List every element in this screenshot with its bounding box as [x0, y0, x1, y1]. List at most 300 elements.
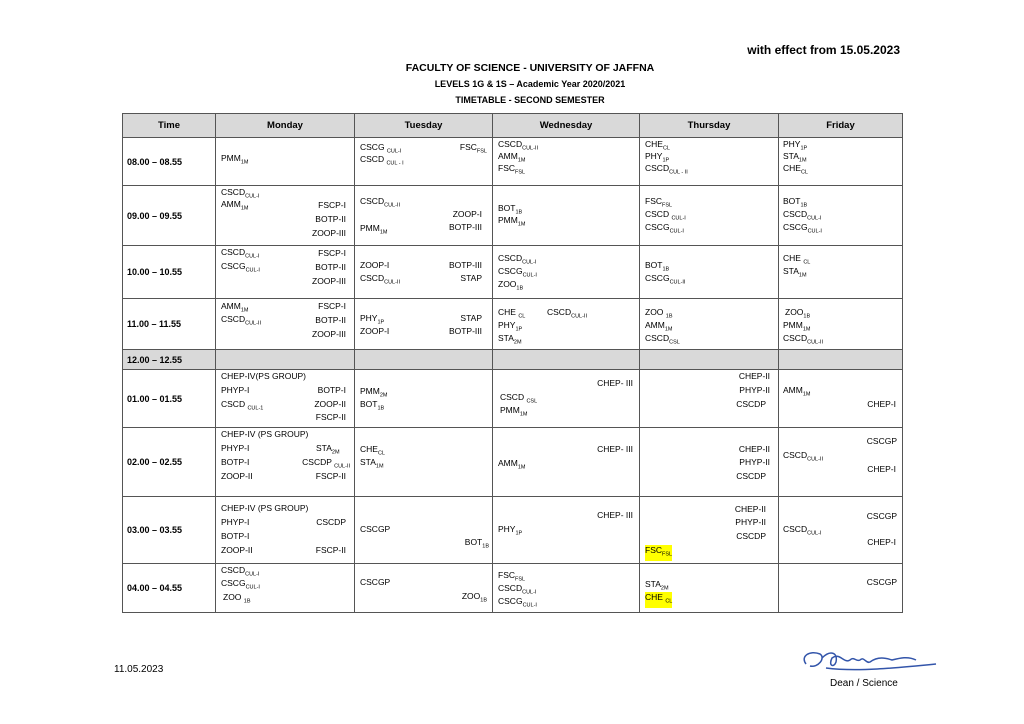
course-group: CL: [662, 145, 670, 152]
course-group: FSL: [515, 169, 526, 176]
cell-friday: [779, 370, 903, 428]
course-name: PHYP-I: [221, 443, 250, 453]
course-code: [360, 326, 389, 337]
cell-wednesday: [493, 370, 640, 428]
course-code: [597, 444, 633, 455]
course-code: [221, 371, 306, 382]
course-code: [314, 399, 346, 410]
course-group: CUL-II: [669, 279, 686, 286]
course-name: CSCGP: [360, 524, 391, 534]
course-group: FSL: [662, 202, 673, 209]
cell-monday: [216, 564, 355, 613]
course-code: [783, 222, 822, 238]
course-name: CHE: [498, 307, 519, 317]
course-name: CHE: [645, 592, 666, 602]
course-name: STA: [645, 579, 661, 589]
course-group: CL: [377, 450, 385, 457]
course-name: AMM: [783, 385, 803, 395]
timetable-row: [123, 564, 903, 613]
course-name: STAP: [460, 273, 482, 283]
course-code: [783, 385, 810, 401]
course-name: ZOOP-II: [221, 471, 253, 481]
course-name: CHE: [783, 163, 801, 173]
course-name: BOT: [783, 196, 801, 206]
course-code: [221, 385, 249, 396]
time-slot: 12.00 – 12.55: [123, 350, 216, 370]
course-group: CUL-II: [807, 339, 823, 346]
course-group: 1M: [664, 326, 673, 333]
course-name: STA: [360, 457, 376, 467]
course-name: PMM: [360, 223, 380, 233]
col-wednesday: Wednesday: [493, 114, 640, 138]
course-group: CUL-I: [522, 259, 537, 266]
course-name: ZOOP-III: [312, 276, 346, 286]
course-name: PMM: [221, 153, 241, 163]
course-group: 1B: [516, 285, 524, 292]
course-code: [498, 279, 523, 295]
course-group: 1B: [515, 209, 523, 216]
course-name: AMM: [221, 301, 241, 311]
cell-wednesday: [493, 564, 640, 613]
course-code: [318, 248, 346, 259]
course-name: BOTP-II: [315, 315, 346, 325]
course-code: [318, 385, 346, 396]
course-code: [316, 412, 346, 423]
course-name: CSCD: [360, 196, 385, 206]
course-name: FSC: [498, 163, 515, 173]
course-name: BOT: [498, 203, 516, 213]
col-monday: Monday: [216, 114, 355, 138]
course-code: [221, 503, 308, 514]
course-name: ZOOP-III: [312, 329, 346, 339]
course-code: [453, 209, 482, 220]
dean-signature: [796, 646, 956, 676]
course-name: CSCD: [221, 314, 246, 324]
course-code: [360, 457, 384, 473]
course-name: ZOO: [223, 592, 244, 602]
course-code: [498, 163, 525, 179]
header-row: [123, 114, 903, 138]
course-name: CSCD: [783, 450, 808, 460]
course-name: AMM: [221, 199, 241, 209]
issue-date: 11.05.2023: [114, 664, 164, 675]
course-name: FSCP-II: [315, 545, 346, 555]
course-group: 1B: [803, 313, 811, 320]
cell-thursday: [640, 246, 779, 299]
course-name: CHEP-I: [867, 464, 896, 474]
course-name: FSC: [645, 545, 662, 555]
course-code: [462, 591, 487, 607]
course-group: CUL-II: [807, 456, 823, 463]
cell-friday: [779, 497, 903, 564]
course-group: 1M: [240, 205, 249, 212]
cell-tuesday: [355, 497, 493, 564]
time-slot: 10.00 – 10.55: [123, 246, 216, 299]
cell-monday: [216, 138, 355, 186]
cell-wednesday: [493, 138, 640, 186]
timetable-row: [123, 370, 903, 428]
faculty-title: FACULTY OF SCIENCE - UNIVERSITY OF JAFFNA: [405, 62, 655, 74]
course-code: [547, 307, 587, 323]
course-group: FSL: [515, 576, 526, 583]
cell-tuesday: [355, 564, 493, 613]
course-code: [315, 315, 346, 326]
course-group: 2M: [513, 339, 522, 346]
cell-thursday: [640, 428, 779, 497]
col-time: Time: [123, 114, 216, 138]
course-group: 1M: [240, 159, 249, 166]
course-code: [645, 222, 684, 238]
col-tuesday: Tuesday: [355, 114, 493, 138]
course-name: CSCG: [783, 222, 808, 232]
cell-tuesday: [355, 138, 493, 186]
course-name: CHE: [783, 253, 804, 263]
course-name: FSC: [498, 570, 515, 580]
course-name: AMM: [498, 151, 518, 161]
course-code: [465, 537, 489, 553]
course-group: 1P: [515, 326, 523, 333]
course-group: 1M: [519, 411, 528, 418]
cell-tuesday: [355, 428, 493, 497]
course-code: [315, 214, 346, 225]
course-code: [783, 524, 821, 540]
course-code: [645, 545, 672, 561]
course-code: [221, 443, 249, 454]
course-name: ZOOP-II: [221, 545, 253, 555]
course-name: PMM: [500, 405, 520, 415]
course-group: CUL-I: [807, 215, 822, 222]
course-group: CUL-II: [334, 463, 350, 470]
time-slot: 01.00 – 01.55: [123, 370, 216, 428]
course-name: ZOOP-I: [360, 260, 390, 270]
cell-friday: [779, 428, 903, 497]
timetable: [122, 113, 903, 613]
course-name: CHEP-IV (PS GROUP): [221, 503, 309, 513]
course-code: [360, 196, 400, 212]
levels-subtitle: LEVELS 1G & 1S – Academic Year 2020/2021: [434, 79, 626, 89]
course-code: [867, 511, 897, 522]
course-group: CUL-I: [669, 228, 684, 235]
course-name: PHYP-II: [735, 517, 766, 527]
course-code: [221, 153, 248, 169]
course-name: ZOOP-III: [312, 228, 346, 238]
course-group: CUL-II: [245, 320, 261, 327]
course-code: [460, 273, 482, 284]
course-group: CUL-I: [386, 148, 402, 155]
course-code: [597, 510, 633, 521]
course-group: 1P: [800, 145, 808, 152]
course-name: CSCG: [221, 578, 246, 588]
course-group: 2M: [379, 392, 388, 399]
course-name: STA: [316, 443, 332, 453]
course-name: PHYP-I: [221, 517, 250, 527]
course-code: [498, 524, 522, 540]
course-name: STA: [498, 333, 514, 343]
course-name: BOT: [464, 537, 483, 547]
course-group: CUL-I: [245, 193, 260, 200]
course-name: BOTP-I: [317, 385, 346, 395]
time-slot: 02.00 – 02.55: [123, 428, 216, 497]
course-group: 1B: [243, 598, 251, 605]
course-name: CHEP-I: [867, 399, 896, 409]
course-name: CSCD: [221, 399, 248, 409]
course-code: [449, 326, 482, 337]
course-name: PHY: [498, 524, 516, 534]
course-name: CSCGP: [866, 577, 897, 587]
course-code: [221, 457, 249, 468]
course-group: CUL-I: [245, 584, 260, 591]
course-name: ZOOP-I: [360, 326, 390, 336]
course-code: [498, 596, 537, 612]
course-group: CUL-I: [522, 589, 537, 596]
course-name: CSCD: [645, 209, 672, 219]
timetable-row: [123, 246, 903, 299]
course-name: CSCGP: [866, 436, 897, 446]
course-code: [360, 260, 389, 271]
course-name: PHYP-II: [739, 385, 770, 395]
course-name: CSCG: [645, 273, 670, 283]
cell-monday: [216, 370, 355, 428]
course-group: CSL: [526, 398, 538, 405]
cell-monday: [216, 428, 355, 497]
course-code: [360, 399, 384, 415]
timetable-row: [123, 186, 903, 246]
course-code: [735, 517, 766, 528]
course-group: 1M: [375, 463, 384, 470]
course-name: PHYP-II: [739, 457, 770, 467]
course-code: [597, 378, 633, 389]
course-name: BOT: [360, 399, 378, 409]
course-name: STA: [783, 266, 799, 276]
course-name: BOTP-II: [315, 262, 346, 272]
cell-thursday: [640, 350, 779, 370]
course-name: CSCD: [645, 163, 670, 173]
course-name: BOTP-II: [315, 214, 346, 224]
course-code: [316, 517, 346, 528]
course-group: CUL - II: [669, 169, 688, 176]
cell-wednesday: [493, 299, 640, 350]
course-name: CSCDP: [302, 457, 335, 467]
course-code: [449, 260, 482, 271]
course-group: CUL-II: [384, 202, 400, 209]
time-slot: 03.00 – 03.55: [123, 497, 216, 564]
course-name: AMM: [645, 320, 665, 330]
course-code: [221, 314, 261, 330]
timetable-row: [123, 350, 903, 370]
course-group: 1M: [802, 391, 811, 398]
course-name: CHEP-IV (PS GROUP): [221, 429, 309, 439]
course-name: CSCD: [783, 333, 808, 343]
course-name: CHEP- III: [597, 510, 633, 520]
course-code: [221, 545, 253, 556]
dean-label: Dean / Science: [830, 678, 898, 689]
course-group: 1B: [662, 266, 670, 273]
course-code: [221, 261, 260, 277]
course-name: CHEP- III: [597, 444, 633, 454]
course-code: [221, 517, 249, 528]
course-group: CUL-I: [245, 571, 260, 578]
cell-wednesday: [493, 246, 640, 299]
course-name: PHY: [498, 320, 516, 330]
course-name: BOTP-III: [448, 260, 482, 270]
course-name: CSCD: [360, 154, 387, 164]
course-code: [783, 333, 823, 349]
course-code: [360, 577, 390, 588]
course-code: [867, 399, 896, 410]
course-code: [316, 471, 346, 482]
course-group: 1B: [482, 543, 489, 550]
course-group: 1B: [665, 313, 673, 320]
course-name: CHEP- III: [597, 378, 633, 388]
course-name: CSCG: [360, 142, 387, 152]
course-name: CSCD: [500, 392, 527, 402]
course-code: [221, 531, 249, 542]
course-group: CUL-I: [807, 530, 822, 537]
course-name: BOTP-III: [448, 222, 482, 232]
course-name: PHY: [360, 313, 378, 323]
cell-friday: [779, 138, 903, 186]
course-group: CUL-II: [384, 279, 400, 286]
course-name: CSCDP: [316, 517, 346, 527]
course-group: 1P: [662, 157, 670, 164]
course-name: CHEP-II: [734, 504, 766, 514]
course-code: [360, 154, 404, 170]
course-group: FSL: [662, 551, 673, 558]
course-group: 2M: [660, 585, 669, 592]
course-group: 1M: [798, 157, 807, 164]
course-code: [739, 457, 770, 468]
course-group: CL: [800, 169, 808, 176]
course-name: CSCGP: [360, 577, 391, 587]
course-code: [312, 329, 346, 340]
course-name: FSCP-I: [318, 200, 346, 210]
course-group: 1P: [377, 319, 385, 326]
course-group: FSL: [476, 148, 487, 155]
time-slot: 11.00 – 11.55: [123, 299, 216, 350]
course-name: CSCG: [498, 266, 523, 276]
course-code: [645, 333, 680, 349]
course-name: CSCD: [498, 583, 523, 593]
course-name: STAP: [460, 313, 482, 323]
course-name: PMM: [783, 320, 803, 330]
cell-thursday: [640, 497, 779, 564]
cell-monday: [216, 246, 355, 299]
course-code: [645, 163, 688, 179]
course-code: [498, 333, 522, 349]
course-code: [736, 471, 766, 482]
course-name: BOTP-III: [448, 326, 482, 336]
course-code: [460, 313, 482, 324]
course-group: 1B: [800, 202, 808, 209]
cell-wednesday: [493, 428, 640, 497]
col-thursday: Thursday: [640, 114, 779, 138]
course-name: CSCD: [498, 139, 523, 149]
course-name: CSCD: [645, 333, 670, 343]
course-name: ZOOP-I: [452, 209, 482, 219]
course-code: [736, 399, 766, 410]
course-name: CSCDP: [736, 531, 766, 541]
cell-tuesday: [355, 246, 493, 299]
cell-monday: [216, 350, 355, 370]
course-group: 1M: [517, 464, 526, 471]
course-group: 2M: [331, 449, 340, 456]
course-group: CUL - I: [386, 160, 404, 167]
course-group: CSL: [669, 339, 680, 346]
time-slot: 04.00 – 04.55: [123, 564, 216, 613]
cell-friday: [779, 350, 903, 370]
course-code: [867, 577, 897, 588]
cell-monday: [216, 497, 355, 564]
course-group: CUL-I: [245, 253, 260, 260]
course-group: CUL-I: [522, 272, 537, 279]
cell-thursday: [640, 564, 779, 613]
timetable-row: [123, 497, 903, 564]
course-name: CSCD: [783, 209, 808, 219]
course-group: 1M: [802, 326, 811, 333]
course-name: CSCGP: [866, 511, 897, 521]
effective-date: with effect from 15.05.2023: [747, 43, 900, 57]
course-name: CSCD: [783, 524, 808, 534]
course-code: [449, 222, 482, 233]
course-group: 1M: [240, 307, 249, 314]
course-name: ZOO: [645, 307, 666, 317]
course-name: CSCG: [221, 261, 246, 271]
col-friday: Friday: [779, 114, 903, 138]
course-code: [221, 429, 308, 440]
course-name: FSCP-I: [318, 248, 346, 258]
course-group: 1B: [377, 405, 385, 412]
cell-monday: [216, 186, 355, 246]
course-name: PMM: [498, 215, 518, 225]
course-group: CUL-I: [671, 215, 686, 222]
course-code: [739, 371, 770, 382]
course-code: [315, 262, 346, 273]
course-group: 1M: [798, 272, 807, 279]
course-group: CUL-II: [522, 145, 538, 152]
cell-thursday: [640, 299, 779, 350]
cell-tuesday: [355, 299, 493, 350]
course-name: CHEP-II: [738, 371, 770, 381]
cell-friday: [779, 299, 903, 350]
course-name: CSCD: [547, 307, 572, 317]
course-code: [498, 458, 525, 474]
course-name: CSCD: [221, 247, 246, 257]
cell-friday: [779, 186, 903, 246]
course-name: CHE: [645, 139, 663, 149]
time-slot: 09.00 – 09.55: [123, 186, 216, 246]
course-name: FSC: [645, 196, 662, 206]
course-code: [735, 504, 766, 515]
course-name: CSCDP: [736, 471, 766, 481]
course-group: CUL-I: [522, 602, 537, 609]
course-code: [460, 142, 487, 158]
course-code: [221, 199, 248, 215]
course-group: 1M: [517, 221, 526, 228]
course-code: [312, 276, 346, 287]
course-code: [783, 266, 807, 282]
timetable-row: [123, 428, 903, 497]
course-name: CHEP-IV(PS GROUP): [221, 371, 307, 381]
course-name: ZOO: [498, 279, 517, 289]
cell-wednesday: [493, 497, 640, 564]
course-code: [739, 444, 770, 455]
course-group: CUL-I: [245, 267, 260, 274]
course-name: ZOO: [461, 591, 481, 601]
course-group: CUL-1: [247, 405, 264, 412]
cell-wednesday: [493, 186, 640, 246]
course-name: CSCG: [498, 596, 523, 606]
timetable-subtitle: TIMETABLE - SECOND SEMESTER: [455, 95, 605, 105]
